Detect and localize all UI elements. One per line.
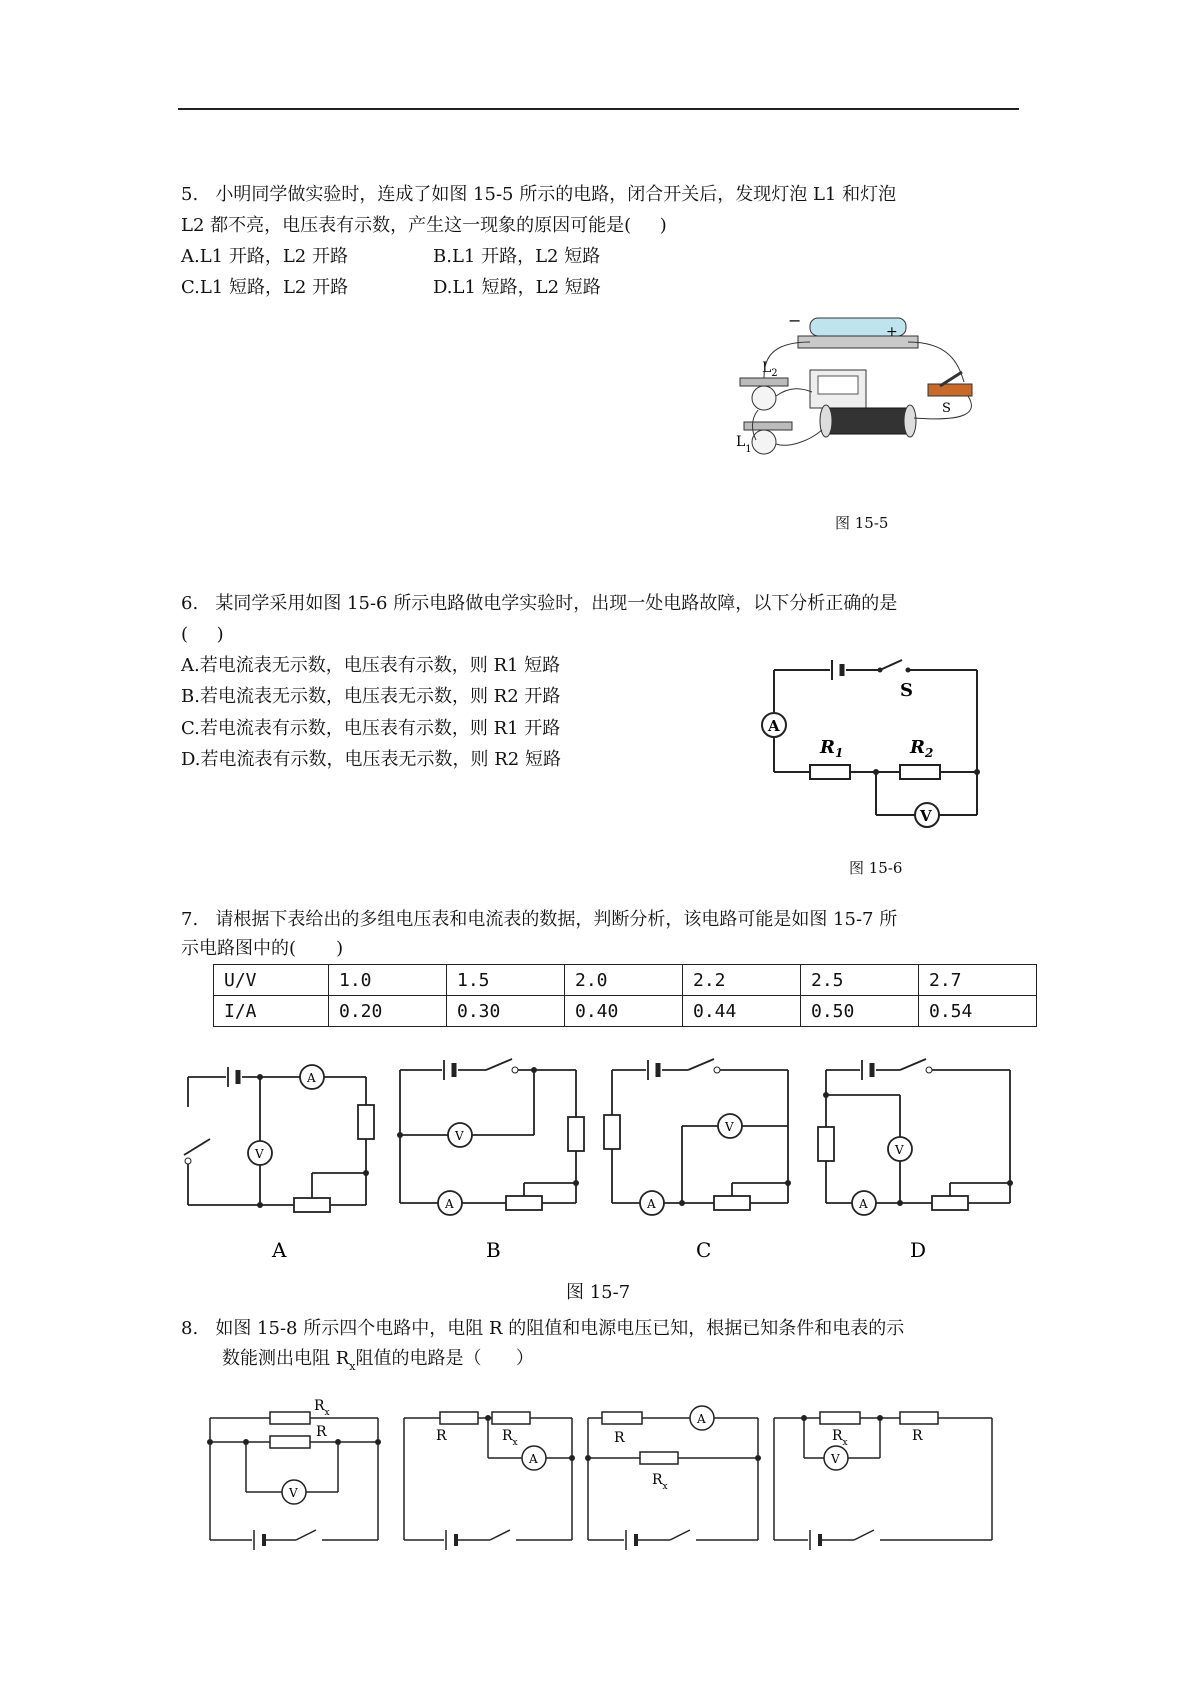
diagram-a-label: A bbox=[272, 1238, 287, 1262]
diagram-a bbox=[184, 1065, 374, 1212]
figure-15-7-diagrams bbox=[180, 1055, 1030, 1270]
r2-label: $R_2$ bbox=[910, 737, 934, 760]
meter-a-label: A bbox=[859, 1197, 868, 1211]
table-cell: 0.54 bbox=[919, 996, 1037, 1027]
q8-circuit-1 bbox=[210, 1412, 378, 1540]
resistor-r bbox=[270, 1436, 310, 1448]
q8-line-1: 8. 如图 15-8 所示四个电路中，电阻 R 的阻值和电源电压已知，根据已知条件和电表的示 bbox=[181, 1318, 905, 1339]
diagram-c-label: C bbox=[696, 1238, 712, 1262]
table-cell: 2.5 bbox=[801, 965, 919, 996]
q5-option-a: A.L1 开路，L2 开路 bbox=[181, 246, 348, 267]
meter-v-label: V bbox=[725, 1120, 734, 1134]
wire bbox=[776, 389, 812, 396]
rheostat-end-right bbox=[904, 405, 916, 437]
resistor-rx bbox=[492, 1412, 530, 1424]
switch-label: S bbox=[942, 401, 951, 416]
table-cell: 0.40 bbox=[565, 996, 683, 1027]
table-cell: 0.20 bbox=[329, 996, 447, 1027]
switch-base bbox=[928, 384, 972, 396]
table-row bbox=[214, 965, 1037, 996]
resistor-rx bbox=[820, 1412, 860, 1424]
table-cell: 1.0 bbox=[329, 965, 447, 996]
q6-line-2: ( ) bbox=[181, 624, 224, 645]
table-cell: 0.44 bbox=[683, 996, 801, 1027]
meter-a-label: A bbox=[529, 1452, 538, 1466]
resistor bbox=[568, 1117, 584, 1151]
resistor-r bbox=[900, 1412, 938, 1424]
switch-blade-icon bbox=[490, 1530, 510, 1540]
lamp-l1-bulb-icon bbox=[752, 430, 776, 454]
voltmeter-label: V bbox=[920, 807, 932, 825]
r-label: R bbox=[316, 1424, 327, 1440]
resistor-r1 bbox=[810, 765, 850, 779]
junction-dot bbox=[974, 769, 980, 775]
resistor-rx bbox=[270, 1412, 310, 1424]
header-rule bbox=[178, 108, 1019, 110]
lamp-l1-label: $L_1$ bbox=[736, 434, 752, 455]
switch-blade-icon bbox=[900, 1059, 926, 1070]
resistor bbox=[818, 1127, 834, 1161]
meter-v-label: V bbox=[831, 1452, 840, 1466]
switch-blade-icon bbox=[184, 1139, 210, 1155]
figure-15-5-photo bbox=[728, 312, 1008, 512]
junction-dot bbox=[873, 769, 879, 775]
switch-blade-icon bbox=[486, 1059, 512, 1070]
rheostat-end-left bbox=[820, 405, 832, 437]
q5-option-d: D.L1 短路，L2 短路 bbox=[433, 277, 601, 298]
r-label: R bbox=[436, 1428, 447, 1444]
figure-15-6-caption: 图 15-6 bbox=[849, 859, 903, 877]
switch-contact bbox=[878, 668, 883, 673]
switch-blade-icon bbox=[296, 1530, 316, 1540]
lamp-l2-stand bbox=[740, 378, 788, 386]
lamp-l2-label: $L_2$ bbox=[762, 360, 778, 379]
q8-circuit-2 bbox=[404, 1412, 572, 1540]
q7-line-2: 示电路图中的( ) bbox=[181, 938, 344, 959]
switch-blade-icon bbox=[854, 1530, 874, 1540]
q5-option-b: B.L1 开路，L2 短路 bbox=[433, 246, 601, 267]
table-cell: 0.30 bbox=[447, 996, 565, 1027]
lamp-l2-bulb-icon bbox=[752, 386, 776, 410]
rheostat bbox=[506, 1196, 542, 1210]
q5-line-2: L2 都不亮，电压表有示数，产生这一现象的原因可能是( ) bbox=[181, 215, 667, 236]
table-row bbox=[214, 996, 1037, 1027]
q8-line-2: 数能测出电阻 $R_x$阻值的电路是（ ） bbox=[222, 1348, 534, 1373]
q6-option-b: B.若电流表无示数，电压表无示数，则 R2 开路 bbox=[181, 686, 561, 707]
r1-label: $R_1$ bbox=[820, 737, 844, 760]
voltmeter-dial-icon bbox=[818, 376, 858, 394]
switch-blade-icon bbox=[880, 660, 902, 670]
table-cell: 0.50 bbox=[801, 996, 919, 1027]
meter-v-label: V bbox=[455, 1129, 464, 1143]
meter-v-label: V bbox=[895, 1143, 904, 1157]
meter-a-label: A bbox=[445, 1197, 454, 1211]
ammeter-label: A bbox=[768, 717, 780, 735]
diagram-b bbox=[400, 1059, 584, 1215]
switch-contact bbox=[906, 668, 911, 673]
q6-line-1: 6. 某同学采用如图 15-6 所示电路做电学实验时，出现一处电路故障，以下分析正确的是 bbox=[181, 593, 898, 614]
table-cell: 2.2 bbox=[683, 965, 801, 996]
figure-15-8-diagrams bbox=[200, 1390, 1000, 1560]
r-label: R bbox=[614, 1430, 625, 1446]
q6-option-d: D.若电流表有示数，电压表无示数，则 R2 短路 bbox=[181, 749, 561, 770]
figure-15-6-circuit bbox=[752, 650, 992, 830]
r-label: R bbox=[912, 1428, 923, 1444]
data-table bbox=[213, 964, 1037, 1027]
rheostat-coil-icon bbox=[828, 408, 908, 434]
battery-holder bbox=[798, 336, 918, 348]
q6-option-a: A.若电流表无示数，电压表有示数，则 R1 短路 bbox=[181, 655, 561, 676]
diagram-b-label: B bbox=[486, 1238, 501, 1262]
meter-a-label: A bbox=[697, 1412, 706, 1426]
resistor-r bbox=[602, 1412, 642, 1424]
resistor-r bbox=[440, 1412, 478, 1424]
q7-line-1: 7. 请根据下表给出的多组电压表和电流表的数据，判断分析，该电路可能是如图 15-7 所 bbox=[181, 909, 898, 930]
diagram-d bbox=[818, 1059, 1010, 1215]
battery-plus-label: + bbox=[886, 324, 898, 340]
switch-blade-icon bbox=[688, 1059, 714, 1070]
table-cell: 2.7 bbox=[919, 965, 1037, 996]
rx-label: $R_x$ bbox=[502, 1428, 518, 1448]
table-header-cell: I/A bbox=[214, 996, 329, 1027]
switch-blade-icon bbox=[670, 1530, 690, 1540]
rx-label: $R_x$ bbox=[314, 1398, 330, 1418]
meter-v-label: V bbox=[289, 1486, 298, 1500]
rheostat bbox=[932, 1196, 968, 1210]
resistor-rx bbox=[640, 1452, 678, 1464]
resistor-r2 bbox=[900, 765, 940, 779]
resistor bbox=[604, 1115, 620, 1149]
table-header-cell: U/V bbox=[214, 965, 329, 996]
figure-15-5-caption: 图 15-5 bbox=[835, 514, 889, 532]
table-cell: 1.5 bbox=[447, 965, 565, 996]
q5-option-c: C.L1 短路，L2 开路 bbox=[181, 277, 349, 298]
meter-a-label: A bbox=[307, 1071, 316, 1085]
rheostat bbox=[294, 1198, 330, 1212]
q6-option-c: C.若电流表有示数，电压表有示数，则 R1 开路 bbox=[181, 718, 561, 739]
q8-circuit-3 bbox=[588, 1406, 758, 1540]
battery-minus-label: − bbox=[788, 312, 802, 330]
figure-15-7-caption: 图 15-7 bbox=[566, 1282, 631, 1303]
diagram-d-label: D bbox=[910, 1238, 927, 1262]
rx-label: $R_x$ bbox=[652, 1472, 668, 1492]
lamp-l1-stand bbox=[744, 422, 792, 430]
switch-label: S bbox=[900, 680, 913, 701]
rheostat bbox=[714, 1196, 750, 1210]
q5-line-1: 5. 小明同学做实验时，连成了如图 15-5 所示的电路，闭合开关后，发现灯泡 L1 和灯泡 bbox=[181, 184, 897, 205]
rx-label: $R_x$ bbox=[832, 1428, 848, 1448]
wire bbox=[776, 430, 822, 445]
meter-v-label: V bbox=[255, 1147, 264, 1161]
diagram-c bbox=[604, 1059, 788, 1215]
resistor bbox=[358, 1105, 374, 1139]
table-cell: 2.0 bbox=[565, 965, 683, 996]
meter-a-label: A bbox=[647, 1197, 656, 1211]
q8-circuit-4 bbox=[774, 1412, 992, 1540]
